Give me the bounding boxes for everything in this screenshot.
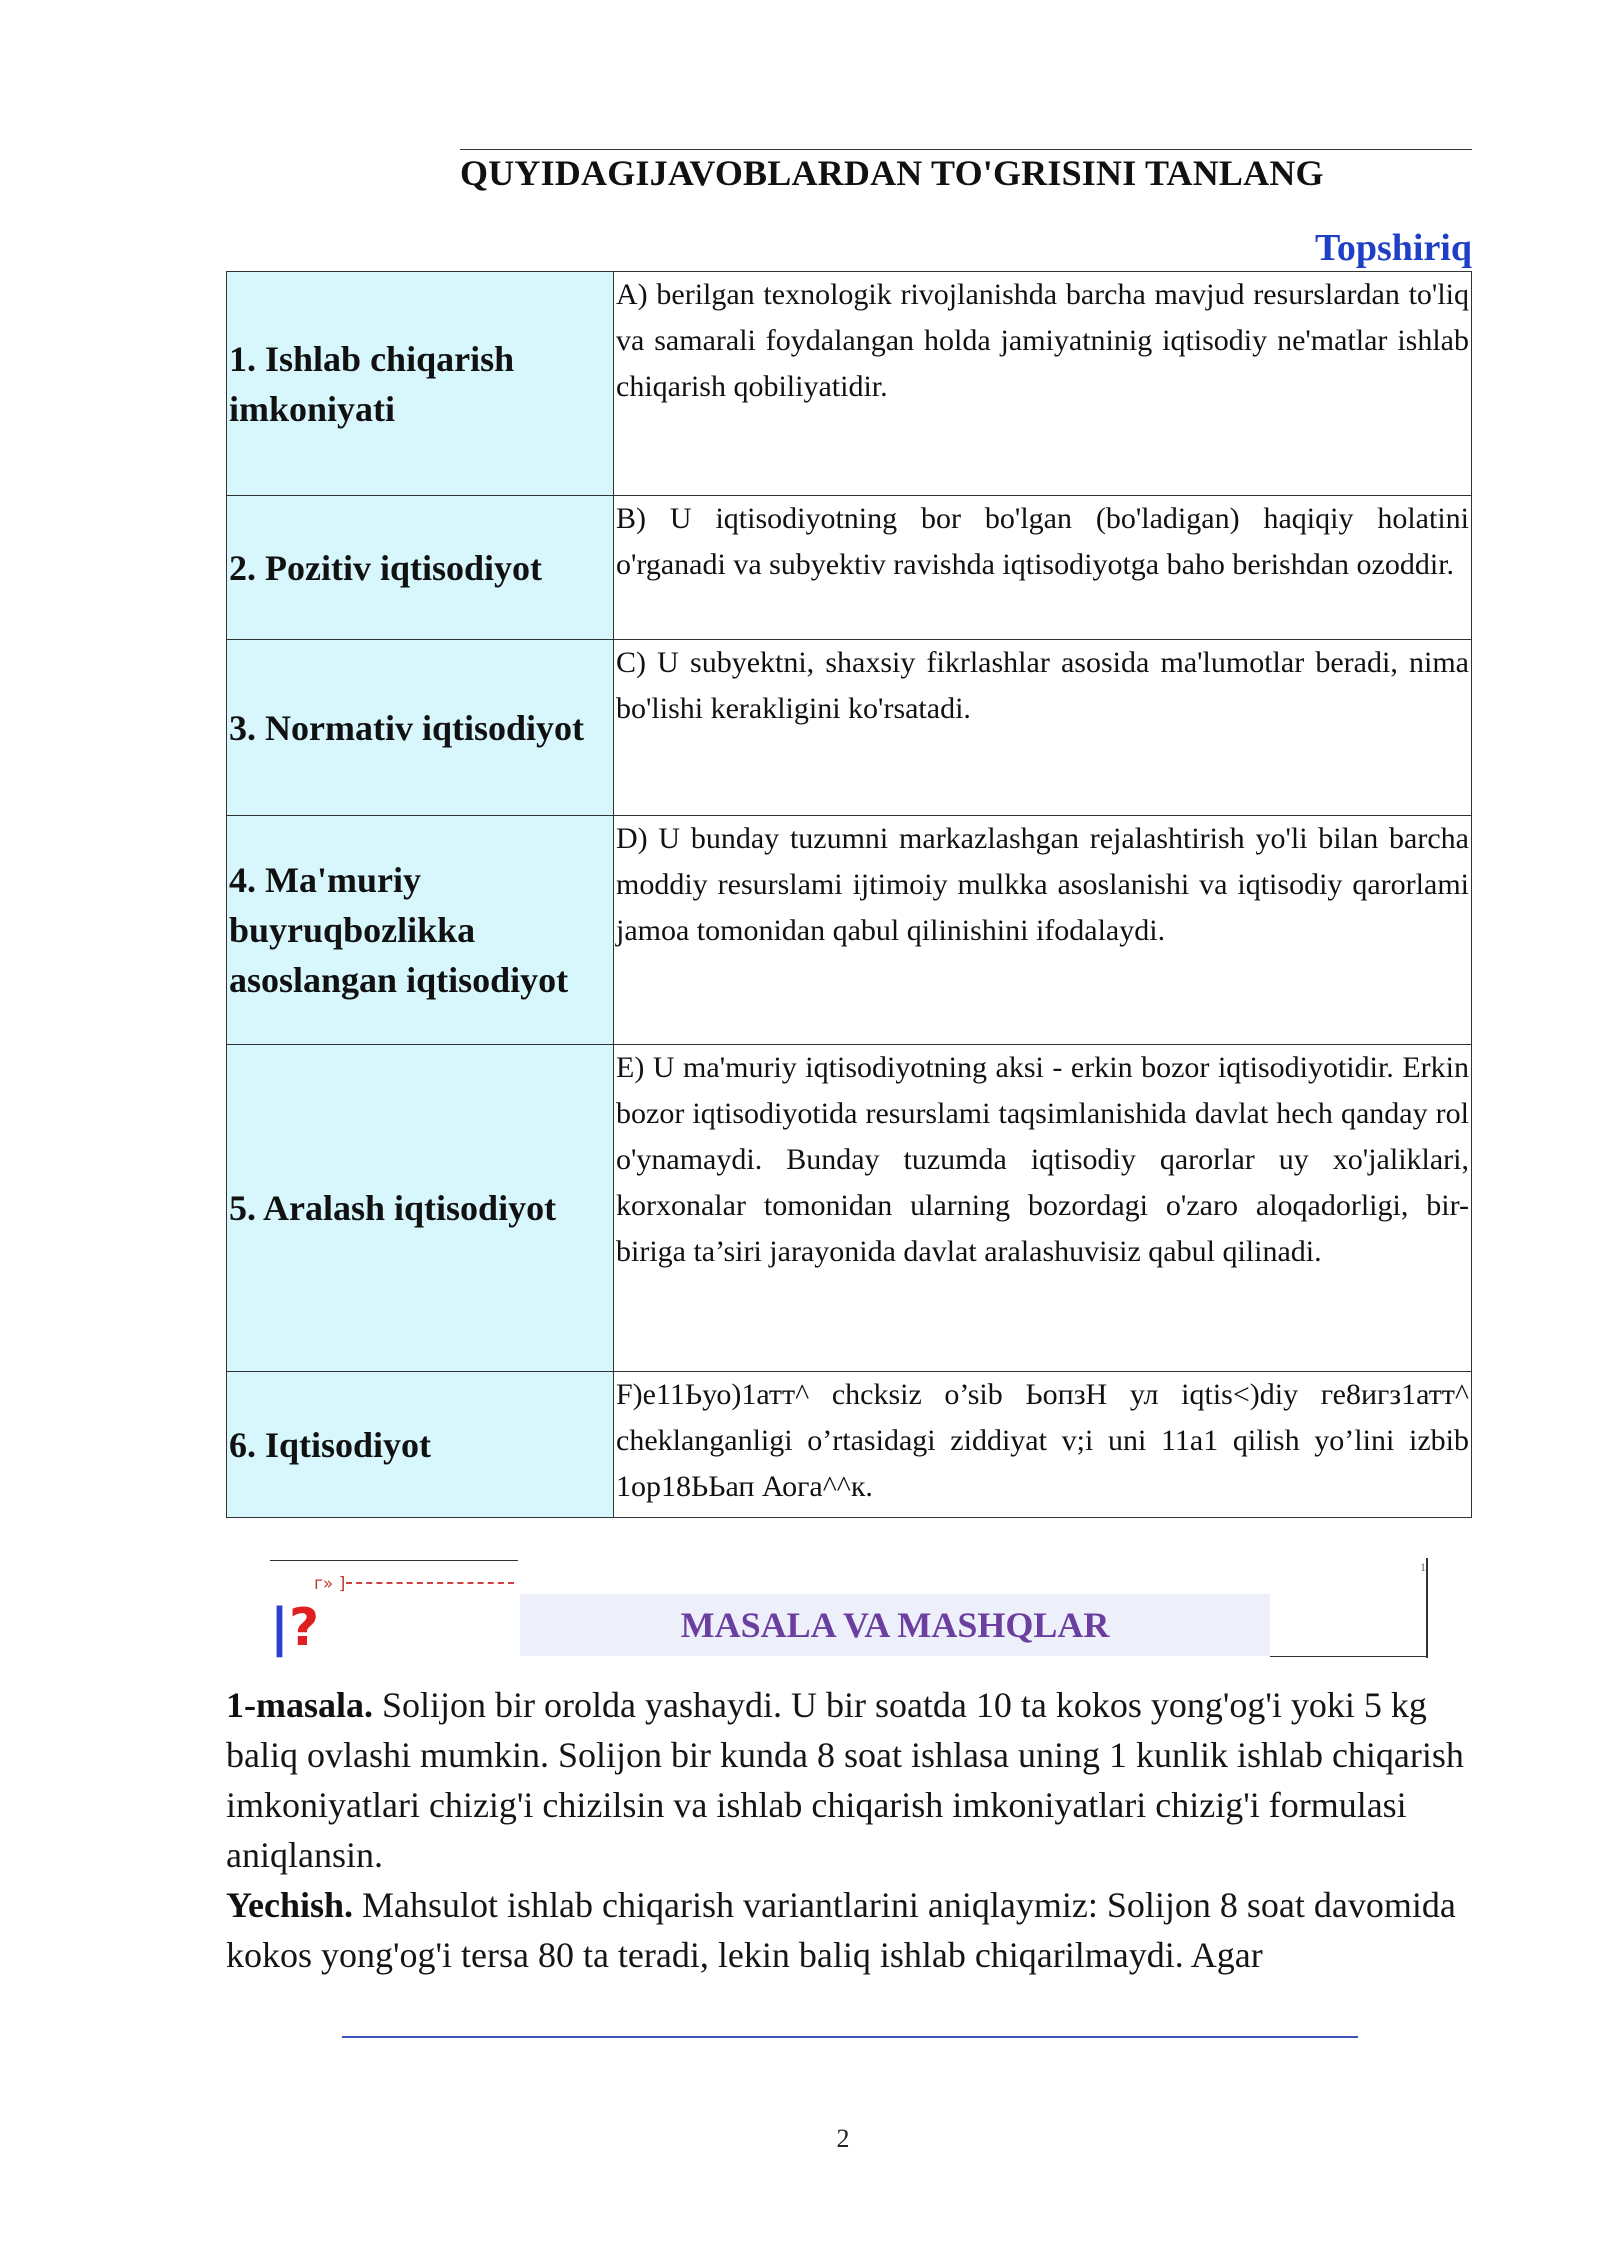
banner-dashed-line xyxy=(346,1582,514,1584)
heading-top-rule xyxy=(460,149,1472,150)
problem-statement: Solijon bir orolda yashaydi. U bir soatda 10 ta kokos yong'og'i yoki 5 kg baliq ovlashi mumkin. Solijon bir kunda 8 soat ishlasa uning 1 kunlik ishlab chiqarish imkoniyatlari chizig'i chizilsin va ishlab chiqarish imkoniyatlari chizig'i formulasi aniqlansin. xyxy=(226,1685,1464,1875)
solution-text: Mahsulot ishlab chiqarish variantlarini aniqlaymiz: Solijon 8 soat davomida kokos yong'og'i tersa 80 ta teradi, lekin baliq ishlab chiqarilmaydi. Agar xyxy=(226,1885,1456,1975)
banner-right-border xyxy=(1426,1558,1428,1658)
banner-mark-bar: | xyxy=(270,1598,289,1658)
definition-cell: F)e11Ьуо)1атт^ chcksiz o’sib ЬопзН ул iqtis<)diy ге8игз1атт^ cheklanganligi o’rtasidagi ziddiyat v;i uni 11a1 qilish yo’lini izbib 1ор18ЬЬап Аога^^к. xyxy=(614,1372,1472,1518)
definition-cell: D) U bunday tuzumni markazlashgan rejalashtirish yo'li bilan barcha moddiy resurslami ijtimoiy mulkka asoslanishi va iqtisodiy qarorlami jamoa tomonidan qabul qilinishini ifodalaydi. xyxy=(614,816,1472,1045)
solution-label: Yechish. xyxy=(226,1885,354,1925)
table-row xyxy=(227,272,1472,496)
table-row xyxy=(227,640,1472,816)
problem-label: 1-masala. xyxy=(226,1685,373,1725)
task-label: Topshiriq xyxy=(1314,227,1472,269)
table-row xyxy=(227,496,1472,640)
table-row xyxy=(227,1372,1472,1518)
matching-table xyxy=(226,271,1472,1518)
section-banner xyxy=(270,1556,1430,1660)
banner-bottom-border xyxy=(1270,1656,1428,1657)
banner-tiny-text: г» ] xyxy=(314,1574,346,1594)
term-cell: 1. Ishlab chiqarish imkoniyati xyxy=(227,272,614,496)
footer-rule xyxy=(342,2036,1358,2038)
section-title: MASALA VA MASHQLAR xyxy=(520,1594,1270,1656)
term-cell: 2. Pozitiv iqtisodiyot xyxy=(227,496,614,640)
table-row xyxy=(227,816,1472,1045)
banner-left-rule xyxy=(270,1560,518,1561)
definition-cell: C) U subyektni, shaxsiy fikrlashlar asosida ma'lumotlar beradi, nima bo'lishi kerakligini ko'rsatadi. xyxy=(614,640,1472,816)
problem-text xyxy=(226,1680,1472,1980)
page-number: 2 xyxy=(836,2124,850,2153)
page-heading: QUYIDAGIJAVOBLARDAN TO'GRISINI TANLANG xyxy=(460,153,1324,193)
term-cell: 5. Aralash iqtisodiyot xyxy=(227,1045,614,1372)
table-row xyxy=(227,1045,1472,1372)
banner-mark-question: ? xyxy=(289,1598,320,1658)
term-cell: 3. Normativ iqtisodiyot xyxy=(227,640,614,816)
problem-paragraph xyxy=(226,1680,1472,1880)
definition-cell: E) U ma'muriy iqtisodiyotning aksi - erkin bozor iqtisodiyotidir. Erkin bozor iqtisodiyotida resurslami taqsimlanishida davlat hech qanday rol o'ynamaydi. Bunday tuzumda iqtisodiy qarorlar uy xo'jaliklari, korxonalar tomonidan ularning bozordagi o'zaro aloqadorligi, bir-biriga ta’siri jarayonida davlat aralashuvisiz qabul qilinadi. xyxy=(614,1045,1472,1372)
solution-paragraph xyxy=(226,1880,1472,1980)
banner-corner-mark: 1 xyxy=(1420,1560,1426,1574)
definition-cell: A) berilgan texnologik rivojlanishda barcha mavjud resurslardan to'liq va samarali foydalangan holda jamiyatninig iqtisodiy ne'matlar ishlab chiqarish qobiliyatidir. xyxy=(614,272,1472,496)
question-mark-icon xyxy=(270,1598,319,1658)
definition-cell: B) U iqtisodiyotning bor bo'lgan (bo'ladigan) haqiqiy holatini o'rganadi va subyektiv ravishda iqtisodiyotga baho berishdan ozoddir. xyxy=(614,496,1472,640)
term-cell: 6. Iqtisodiyot xyxy=(227,1372,614,1518)
term-cell: 4. Ma'muriy buyruqbozlikka asoslangan iqtisodiyot xyxy=(227,816,614,1045)
